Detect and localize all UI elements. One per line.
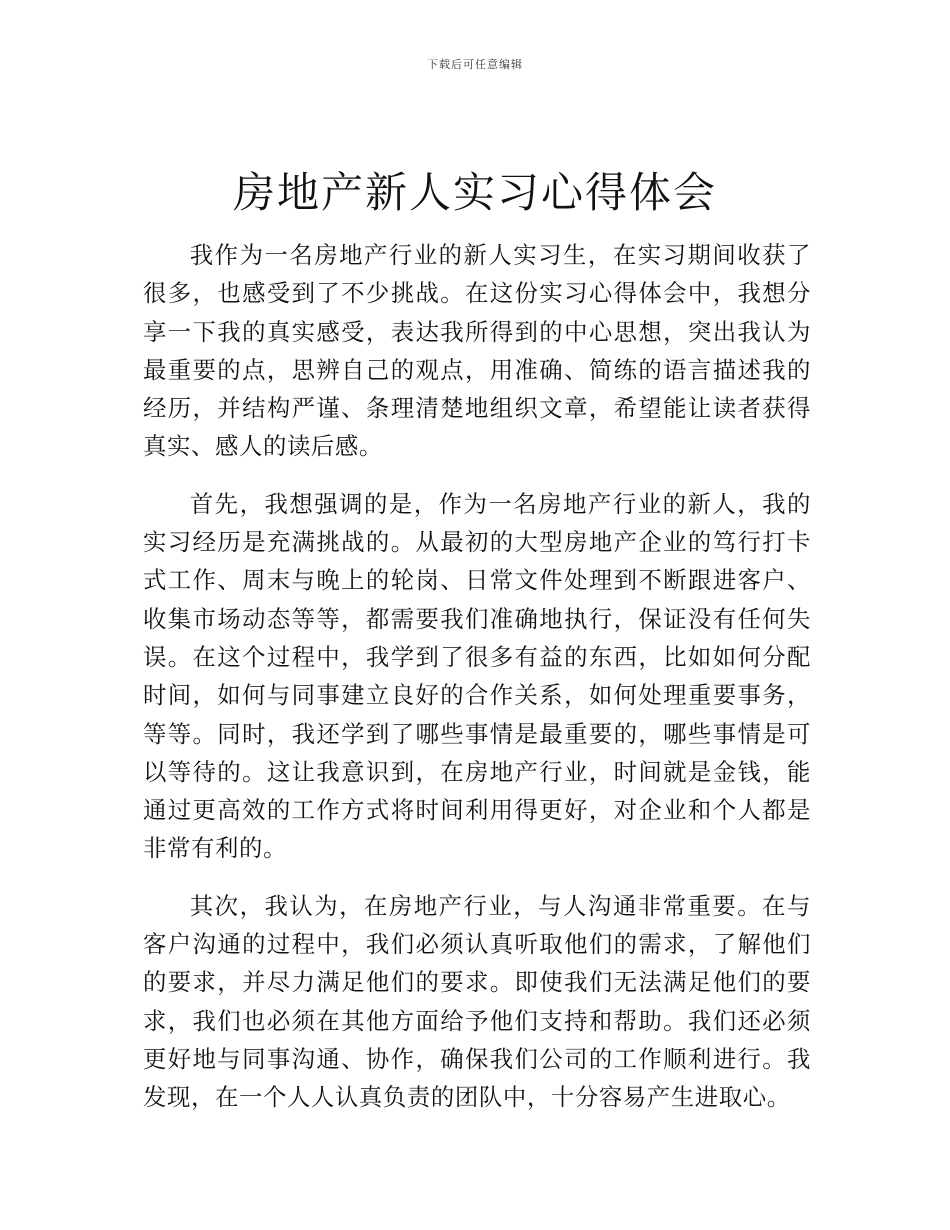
paragraph-first-point: 首先，我想强调的是，作为一名房地产行业的新人，我的实习经历是充满挑战的。从最初的大型房地产企业的笃行打卡式工作、周末与晚上的轮岗、日常文件处理到不断跟进客户、收集市场动态等等，都需要我们准确地执行，保证没有任何失误。在这个过程中，我学到了很多有益的东西，比如如何分配时间，如何与同事建立良好的合作关系，如何处理重要事务，等等。同时，我还学到了哪些事情是最重要的，哪些事情是可以等待的。这让我意识到，在房地产行业，时间就是金钱，能通过更高效的工作方式将时间利用得更好，对企业和个人都是非常有利的。 bbox=[143, 489, 811, 863]
document-title: 房地产新人实习心得体会 bbox=[232, 168, 717, 217]
paragraph-second-point: 其次，我认为，在房地产行业，与人沟通非常重要。在与客户沟通的过程中，我们必须认真听取他们的需求，了解他们的要求，并尽力满足他们的要求。即使我们无法满足他们的要求，我们也必须在其他方面给予他们支持和帮助。我们还必须更好地与同事沟通、协作，确保我们公司的工作顺利进行。我发现，在一个人人认真负责的团队中，十分容易产生进取心。 bbox=[143, 891, 811, 1112]
paragraph-intro: 我作为一名房地产行业的新人实习生，在实习期间收获了很多，也感受到了不少挑战。在这份实习心得体会中，我想分享一下我的真实感受，表达我所得到的中心思想，突出我认为最重要的点，思辨自己的观点，用准确、简练的语言描述我的经历，并结构严谨、条理清楚地组织文章，希望能让读者获得真实、感人的读后感。 bbox=[143, 241, 811, 461]
document-body bbox=[143, 236, 811, 1136]
page-header: 下载后可任意编辑 bbox=[427, 58, 523, 71]
